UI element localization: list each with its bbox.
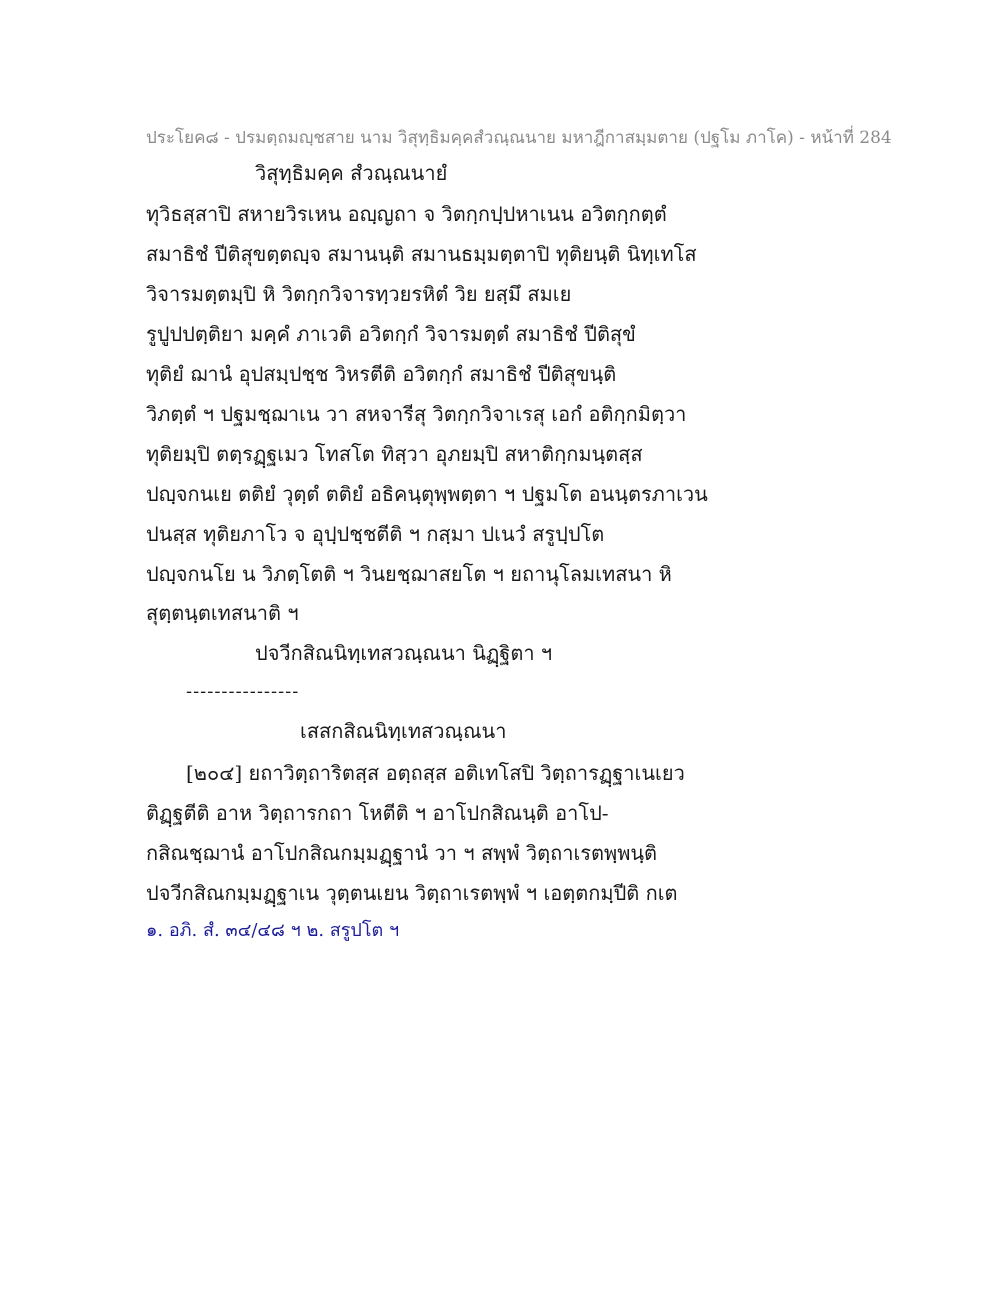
text-line: ติฏฺฐตีติ อาห วิตฺถารกถา โหตีติ ฯ อาโปกสิณนฺติ อาโป- <box>146 801 609 825</box>
text-line: ปญฺจกนโย น วิภตฺโตติ ฯ วินยชฺฌาสยโต ฯ ยถานุโลมเทสนา หิ <box>146 562 672 586</box>
section-title: วิสุทฺธิมคฺค สํวณฺณนายํ <box>255 161 448 185</box>
text-line: วิจารมตฺตมฺปิ หิ วิตกฺกวิจารทฺวยรหิตํ วิย ยสฺมึ สมเย <box>146 282 572 306</box>
section-divider: ---------------- <box>186 681 300 702</box>
text-line: รูปูปปตฺติยา มคฺคํ ภาเวติ อวิตกฺกํ วิจารมตฺตํ สมาธิชํ ปีติสุขํ <box>146 322 636 346</box>
text-line: กสิณชฺฌานํ อาโปกสิณกมฺมฏฺฐานํ วา ฯ สพฺพํ วิตฺถาเรตพฺพนฺติ <box>146 841 658 865</box>
text-line: ปนสฺส ทุติยภาโว จ อุปฺปชฺชตีติ ฯ กสฺมา ปเนวํ สรูปฺปโต <box>146 522 605 546</box>
section-title: เสสกสิณนิทฺเทสวณฺณนา <box>300 719 507 743</box>
text-line: ปญฺจกนเย ตติยํ วุตฺตํ ตติยํ อธิคนฺตุพฺพตฺตา ฯ ปฐมโต อนนฺตรภาเวน <box>146 482 708 506</box>
text-line: วิภตฺตํ ฯ ปฐมชฺฌาเน วา สหจารีสุ วิตกฺกวิจาเรสุ เอกํ อติกฺกมิตฺวา <box>146 402 687 426</box>
text-line: ปจวีกสิณกมฺมฏฺฐาเน วุตฺตนเยน วิตฺถาเรตพฺพํ ฯ เอตฺตกมฺปีติ กเต <box>146 881 678 905</box>
text-line: ทุติยํ ฌานํ อุปสมฺปชฺช วิหรตีติ อวิตกฺกํ สมาธิชํ ปีติสุขนฺติ <box>146 362 617 386</box>
text-line: ทุติยมฺปิ ตตฺรฏฺฐเมว โทสโต ทิสฺวา อุภยมฺปิ สหาติกฺกมนฺตสฺส <box>146 442 643 466</box>
text-line: ทุวิธสฺสาปิ สหายวิรเหน อญฺญถา จ วิตกฺกปฺปหาเนน อวิตกฺกตฺตํ <box>146 202 667 226</box>
text-line: สุตฺตนฺตเทสนาติ ฯ <box>146 601 299 625</box>
footnote: ๑. อภิ. สํ. ๓๔/๔๘ ฯ ๒. สรูปโต ฯ <box>146 920 400 941</box>
section-closing: ปจวีกสิณนิทฺเทสวณฺณนา นิฏฺฐิตา ฯ <box>255 641 553 665</box>
paragraph-first-line: [๒๐๔] ยถาวิตฺถาริตสฺส อตฺถสฺส อติเทโสปิ วิตฺถารฏฺฐาเนเยว <box>186 761 685 785</box>
page-header: ประโยค๘ - ปรมตฺถมญฺชสาย นาม วิสุทฺธิมคฺคสํวณฺณนาย มหาฎีกาสมฺมตาย (ปฐโม ภาโค) - หน้าที่ 284 <box>146 128 892 148</box>
text-line: สมาธิชํ ปีติสุขตฺตญฺจ สมานนฺติ สมานธมฺมตฺตาปิ ทุติยนฺติ นิทฺเทโส <box>146 242 697 266</box>
